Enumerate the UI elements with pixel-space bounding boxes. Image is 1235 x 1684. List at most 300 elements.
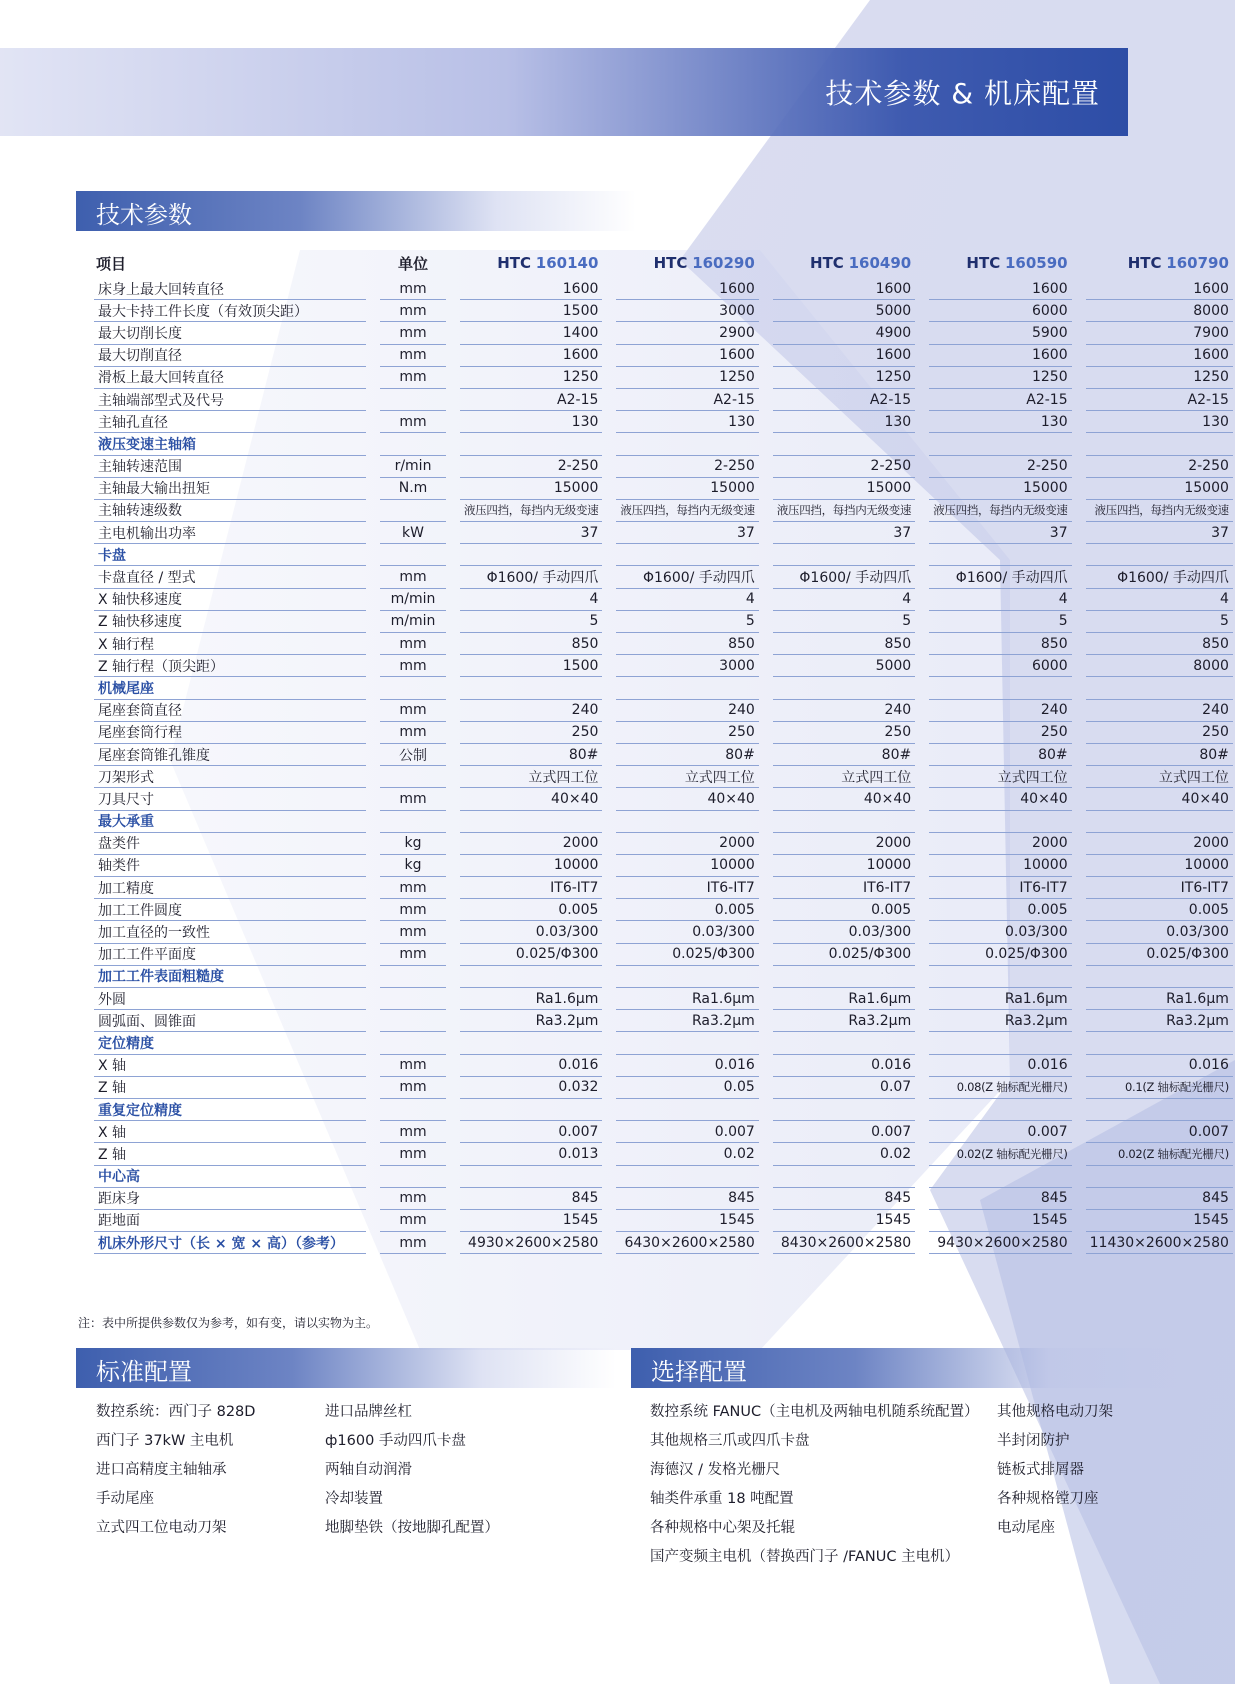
row-label: 液压变速主轴箱 xyxy=(94,433,366,455)
cell-gap xyxy=(915,544,929,566)
row-value: 3000 xyxy=(616,300,758,322)
row-value: 1600 xyxy=(929,345,1071,367)
cell-gap xyxy=(446,500,460,522)
row-unit xyxy=(380,1032,446,1054)
cell-gap xyxy=(602,433,616,455)
row-value: 80# xyxy=(460,744,602,766)
cell-gap xyxy=(759,788,773,810)
cell-gap xyxy=(915,389,929,411)
row-value: 6000 xyxy=(929,300,1071,322)
cell-gap xyxy=(1072,1210,1086,1232)
cell-gap xyxy=(1072,389,1086,411)
row-unit: mm xyxy=(380,700,446,722)
list-item: 冷却装置 xyxy=(325,1491,383,1507)
cell-gap xyxy=(366,1077,380,1099)
cell-gap xyxy=(366,744,380,766)
row-value: 1545 xyxy=(460,1210,602,1232)
table-row xyxy=(94,500,1233,522)
cell-gap xyxy=(366,944,380,966)
row-label: 外圆 xyxy=(94,988,366,1010)
cell-gap xyxy=(915,456,929,478)
table-row xyxy=(94,389,1233,411)
table-row xyxy=(94,877,1233,899)
table-row xyxy=(94,522,1233,544)
cell-gap xyxy=(602,633,616,655)
row-value: 10000 xyxy=(929,855,1071,877)
row-value: 3000 xyxy=(616,655,758,677)
row-unit xyxy=(380,1099,446,1121)
cell-gap xyxy=(1072,944,1086,966)
cell-gap xyxy=(366,988,380,1010)
table-row xyxy=(94,367,1233,389)
cell-gap xyxy=(1072,833,1086,855)
cell-gap xyxy=(759,589,773,611)
cell-gap xyxy=(446,1099,460,1121)
cell-gap xyxy=(366,1188,380,1210)
cell-gap xyxy=(759,988,773,1010)
row-value: 8430×2600×2580 xyxy=(773,1232,915,1254)
row-unit: mm xyxy=(380,345,446,367)
row-value: 850 xyxy=(929,633,1071,655)
row-value: 2000 xyxy=(929,833,1071,855)
row-value: 4930×2600×2580 xyxy=(460,1232,602,1254)
row-value: 6000 xyxy=(929,655,1071,677)
cell-gap xyxy=(759,877,773,899)
table-row xyxy=(94,1055,1233,1077)
table-row xyxy=(94,278,1233,300)
row-value: 4 xyxy=(1086,589,1233,611)
cell-gap xyxy=(446,566,460,588)
row-unit: N.m xyxy=(380,478,446,500)
cell-gap xyxy=(366,766,380,788)
row-value: 0.03/300 xyxy=(616,921,758,943)
cell-gap xyxy=(366,633,380,655)
cell-gap xyxy=(366,966,380,988)
cell-gap xyxy=(602,566,616,588)
cell-gap xyxy=(366,500,380,522)
row-unit xyxy=(380,1010,446,1032)
cell-gap xyxy=(602,1166,616,1188)
cell-gap xyxy=(915,877,929,899)
cell-gap xyxy=(366,566,380,588)
row-value: 250 xyxy=(1086,722,1233,744)
row-value: 0.005 xyxy=(460,899,602,921)
table-group-row xyxy=(94,966,1233,988)
cell-gap xyxy=(366,1010,380,1032)
cell-gap xyxy=(602,744,616,766)
row-value: 8000 xyxy=(1086,655,1233,677)
row-value: 240 xyxy=(616,700,758,722)
cell-gap xyxy=(366,345,380,367)
row-label: 轴类件 xyxy=(94,855,366,877)
cell-gap xyxy=(915,522,929,544)
row-label: X 轴 xyxy=(94,1121,366,1143)
cell-gap xyxy=(759,1232,773,1254)
row-value xyxy=(616,677,758,699)
cell-gap xyxy=(602,722,616,744)
cell-gap xyxy=(602,877,616,899)
table-row xyxy=(94,1077,1233,1099)
cell-gap xyxy=(759,1010,773,1032)
cell-gap xyxy=(759,899,773,921)
cell-gap xyxy=(759,411,773,433)
table-row xyxy=(94,345,1233,367)
cell-gap xyxy=(366,677,380,699)
cell-gap xyxy=(1072,1010,1086,1032)
table-row xyxy=(94,1210,1233,1232)
list-item: 各种规格镗刀座 xyxy=(997,1491,1099,1507)
row-value xyxy=(929,811,1071,833)
cell-gap xyxy=(1072,345,1086,367)
row-value: 立式四工位 xyxy=(616,766,758,788)
cell-gap xyxy=(366,877,380,899)
row-value: 1600 xyxy=(616,278,758,300)
cell-gap xyxy=(602,1188,616,1210)
row-unit: mm xyxy=(380,566,446,588)
row-value: IT6-IT7 xyxy=(773,877,915,899)
cell-gap xyxy=(366,433,380,455)
cell-gap xyxy=(366,899,380,921)
row-value: 37 xyxy=(929,522,1071,544)
cell-gap xyxy=(602,500,616,522)
table-row xyxy=(94,744,1233,766)
cell-gap xyxy=(602,411,616,433)
table-body xyxy=(94,278,1233,1254)
cell-gap xyxy=(1072,1032,1086,1054)
cell-gap xyxy=(446,1232,460,1254)
row-value: Φ1600/ 手动四爪 xyxy=(773,566,915,588)
row-value: Ra3.2μm xyxy=(929,1010,1071,1032)
row-label: 主轴端部型式及代号 xyxy=(94,389,366,411)
standard-config-list-2 xyxy=(325,1398,499,1543)
row-label: Z 轴 xyxy=(94,1077,366,1099)
row-unit xyxy=(380,389,446,411)
row-label: 尾座套筒直径 xyxy=(94,700,366,722)
row-value: 40×40 xyxy=(773,788,915,810)
cell-gap xyxy=(602,855,616,877)
row-value xyxy=(460,811,602,833)
cell-gap xyxy=(366,788,380,810)
list-item: 立式四工位电动刀架 xyxy=(96,1520,227,1536)
cell-gap xyxy=(446,966,460,988)
cell-gap xyxy=(366,456,380,478)
row-value: Ra3.2μm xyxy=(616,1010,758,1032)
cell-gap xyxy=(602,322,616,344)
row-value xyxy=(929,1032,1071,1054)
row-value: 0.03/300 xyxy=(460,921,602,943)
row-value: 0.025/Φ300 xyxy=(929,944,1071,966)
cell-gap xyxy=(366,522,380,544)
row-value: 2-250 xyxy=(460,456,602,478)
cell-gap xyxy=(915,988,929,1010)
cell-gap xyxy=(366,300,380,322)
row-unit: mm xyxy=(380,1210,446,1232)
cell-gap xyxy=(759,278,773,300)
row-label: 主轴孔直径 xyxy=(94,411,366,433)
row-value xyxy=(1086,1032,1233,1054)
cell-gap xyxy=(446,1077,460,1099)
cell-gap xyxy=(915,1166,929,1188)
cell-gap xyxy=(602,655,616,677)
cell-gap xyxy=(1072,478,1086,500)
cell-gap xyxy=(1072,877,1086,899)
row-value: 0.007 xyxy=(460,1121,602,1143)
row-value: 0.016 xyxy=(616,1055,758,1077)
cell-gap xyxy=(1072,788,1086,810)
cell-gap xyxy=(915,855,929,877)
row-label: 加工精度 xyxy=(94,877,366,899)
row-label: 滑板上最大回转直径 xyxy=(94,367,366,389)
table-header-row xyxy=(94,248,1233,278)
cell-gap xyxy=(1072,456,1086,478)
cell-gap xyxy=(759,1166,773,1188)
row-value: 0.03/300 xyxy=(1086,921,1233,943)
row-value: 845 xyxy=(929,1188,1071,1210)
cell-gap xyxy=(1072,611,1086,633)
cell-gap xyxy=(446,389,460,411)
row-value: 5 xyxy=(616,611,758,633)
row-label: X 轴行程 xyxy=(94,633,366,655)
cell-gap xyxy=(915,1077,929,1099)
row-value: Ra1.6μm xyxy=(773,988,915,1010)
cell-gap xyxy=(1072,744,1086,766)
row-value: 液压四挡，每挡内无级变速 xyxy=(929,500,1071,522)
cell-gap xyxy=(366,478,380,500)
row-value: 240 xyxy=(773,700,915,722)
cell-gap xyxy=(915,433,929,455)
table-row xyxy=(94,633,1233,655)
cell-gap xyxy=(446,1166,460,1188)
row-value: 0.02(Z 轴标配光栅尺) xyxy=(1086,1143,1233,1165)
row-label: 中心高 xyxy=(94,1166,366,1188)
row-value: A2-15 xyxy=(929,389,1071,411)
cell-gap xyxy=(915,811,929,833)
row-value: 2-250 xyxy=(773,456,915,478)
cell-gap xyxy=(1072,1143,1086,1165)
cell-gap xyxy=(1072,1188,1086,1210)
cell-gap xyxy=(602,1099,616,1121)
list-item: 国产变频主电机（替换西门子 /FANUC 主电机） xyxy=(650,1549,960,1565)
row-value xyxy=(929,966,1071,988)
row-value: Ra1.6μm xyxy=(929,988,1071,1010)
row-value: 0.007 xyxy=(616,1121,758,1143)
cell-gap xyxy=(759,566,773,588)
row-value: 1600 xyxy=(460,278,602,300)
cell-gap xyxy=(915,1032,929,1054)
row-value: Ra3.2μm xyxy=(1086,1010,1233,1032)
cell-gap xyxy=(915,322,929,344)
cell-gap xyxy=(759,855,773,877)
cell-gap xyxy=(602,456,616,478)
cell-gap xyxy=(366,1143,380,1165)
table-group-row xyxy=(94,811,1233,833)
row-value: 10000 xyxy=(460,855,602,877)
row-value: 0.007 xyxy=(773,1121,915,1143)
list-item: 数控系统 FANUC（主电机及两轴电机随系统配置） xyxy=(650,1404,979,1420)
row-value xyxy=(616,811,758,833)
cell-gap xyxy=(759,1121,773,1143)
cell-gap xyxy=(915,921,929,943)
row-value: 0.013 xyxy=(460,1143,602,1165)
table-row xyxy=(94,766,1233,788)
row-value xyxy=(616,1099,758,1121)
cell-gap xyxy=(915,566,929,588)
column-header-model: HTC 160490 xyxy=(810,254,912,272)
row-value: 80# xyxy=(616,744,758,766)
row-value: 0.05 xyxy=(616,1077,758,1099)
cell-gap xyxy=(446,589,460,611)
cell-gap xyxy=(1072,433,1086,455)
row-value: 0.005 xyxy=(616,899,758,921)
row-value xyxy=(773,544,915,566)
row-unit: mm xyxy=(380,411,446,433)
row-value: 10000 xyxy=(616,855,758,877)
row-unit xyxy=(380,966,446,988)
cell-gap xyxy=(915,1188,929,1210)
row-value: 10000 xyxy=(773,855,915,877)
cell-gap xyxy=(915,611,929,633)
row-label: 刀具尺寸 xyxy=(94,788,366,810)
row-label: 盘类件 xyxy=(94,833,366,855)
row-value: 1250 xyxy=(460,367,602,389)
table-group-row xyxy=(94,1232,1233,1254)
row-value: Ra3.2μm xyxy=(460,1010,602,1032)
cell-gap xyxy=(759,766,773,788)
table-row xyxy=(94,589,1233,611)
row-value xyxy=(773,1099,915,1121)
row-value: 0.1(Z 轴标配光栅尺) xyxy=(1086,1077,1233,1099)
table-row xyxy=(94,411,1233,433)
row-value xyxy=(1086,1099,1233,1121)
row-value: 0.007 xyxy=(1086,1121,1233,1143)
row-unit: m/min xyxy=(380,589,446,611)
cell-gap xyxy=(915,500,929,522)
cell-gap xyxy=(366,589,380,611)
cell-gap xyxy=(759,1188,773,1210)
cell-gap xyxy=(366,811,380,833)
column-header-model: HTC 160590 xyxy=(966,254,1068,272)
row-label: 刀架形式 xyxy=(94,766,366,788)
row-value: 2000 xyxy=(1086,833,1233,855)
cell-gap xyxy=(759,500,773,522)
row-value: 液压四挡，每挡内无级变速 xyxy=(616,500,758,522)
row-unit xyxy=(380,988,446,1010)
column-header-model: HTC 160290 xyxy=(653,254,755,272)
row-value: 1600 xyxy=(1086,278,1233,300)
column-header-unit: 单位 xyxy=(397,254,428,273)
row-value xyxy=(773,1166,915,1188)
row-value: 130 xyxy=(929,411,1071,433)
row-unit: mm xyxy=(380,1055,446,1077)
standard-config-list-1 xyxy=(96,1398,255,1543)
cell-gap xyxy=(446,899,460,921)
row-unit xyxy=(380,811,446,833)
column-header-model: HTC 160140 xyxy=(497,254,599,272)
row-unit: m/min xyxy=(380,611,446,633)
cell-gap xyxy=(759,1055,773,1077)
row-unit: mm xyxy=(380,655,446,677)
table-row xyxy=(94,300,1233,322)
cell-gap xyxy=(366,544,380,566)
row-value xyxy=(616,544,758,566)
cell-gap xyxy=(446,722,460,744)
cell-gap xyxy=(366,611,380,633)
cell-gap xyxy=(1072,322,1086,344)
cell-gap xyxy=(915,411,929,433)
cell-gap xyxy=(602,345,616,367)
row-unit: mm xyxy=(380,944,446,966)
list-item: 链板式排屑器 xyxy=(997,1462,1084,1478)
cell-gap xyxy=(602,1077,616,1099)
cell-gap xyxy=(915,966,929,988)
cell-gap xyxy=(759,300,773,322)
cell-gap xyxy=(602,1121,616,1143)
cell-gap xyxy=(446,611,460,633)
cell-gap xyxy=(759,944,773,966)
row-value: 2-250 xyxy=(616,456,758,478)
cell-gap xyxy=(759,1077,773,1099)
cell-gap xyxy=(446,278,460,300)
cell-gap xyxy=(1072,522,1086,544)
row-label: 最大切削长度 xyxy=(94,322,366,344)
optional-config-list-2 xyxy=(997,1398,1113,1543)
cell-gap xyxy=(759,544,773,566)
row-value xyxy=(616,1166,758,1188)
row-value xyxy=(1086,966,1233,988)
row-value xyxy=(1086,811,1233,833)
row-unit: mm xyxy=(380,899,446,921)
row-unit xyxy=(380,544,446,566)
optional-config-header xyxy=(631,1348,1191,1388)
cell-gap xyxy=(446,921,460,943)
cell-gap xyxy=(915,1210,929,1232)
row-label: 尾座套筒锥孔锥度 xyxy=(94,744,366,766)
cell-gap xyxy=(759,655,773,677)
cell-gap xyxy=(446,522,460,544)
row-value: 0.016 xyxy=(929,1055,1071,1077)
table-row xyxy=(94,988,1233,1010)
table-group-row xyxy=(94,1099,1233,1121)
cell-gap xyxy=(759,722,773,744)
cell-gap xyxy=(1072,700,1086,722)
list-item: 西门子 37kW 主电机 xyxy=(96,1433,234,1449)
cell-gap xyxy=(759,1143,773,1165)
row-label: 最大承重 xyxy=(94,811,366,833)
row-value: 0.02(Z 轴标配光栅尺) xyxy=(929,1143,1071,1165)
cell-gap xyxy=(1072,300,1086,322)
row-value: A2-15 xyxy=(773,389,915,411)
row-value: 0.07 xyxy=(773,1077,915,1099)
row-unit: mm xyxy=(380,788,446,810)
row-value: 0.03/300 xyxy=(773,921,915,943)
cell-gap xyxy=(446,988,460,1010)
cell-gap xyxy=(446,633,460,655)
cell-gap xyxy=(759,1032,773,1054)
cell-gap xyxy=(446,367,460,389)
row-value: 240 xyxy=(1086,700,1233,722)
cell-gap xyxy=(602,899,616,921)
row-unit: mm xyxy=(380,278,446,300)
cell-gap xyxy=(915,300,929,322)
table-row xyxy=(94,322,1233,344)
row-value: 1600 xyxy=(929,278,1071,300)
cell-gap xyxy=(759,1099,773,1121)
row-value: A2-15 xyxy=(616,389,758,411)
row-label: X 轴 xyxy=(94,1055,366,1077)
row-value: 37 xyxy=(1086,522,1233,544)
row-value: 0.016 xyxy=(460,1055,602,1077)
list-item: 进口高精度主轴轴承 xyxy=(96,1462,227,1478)
